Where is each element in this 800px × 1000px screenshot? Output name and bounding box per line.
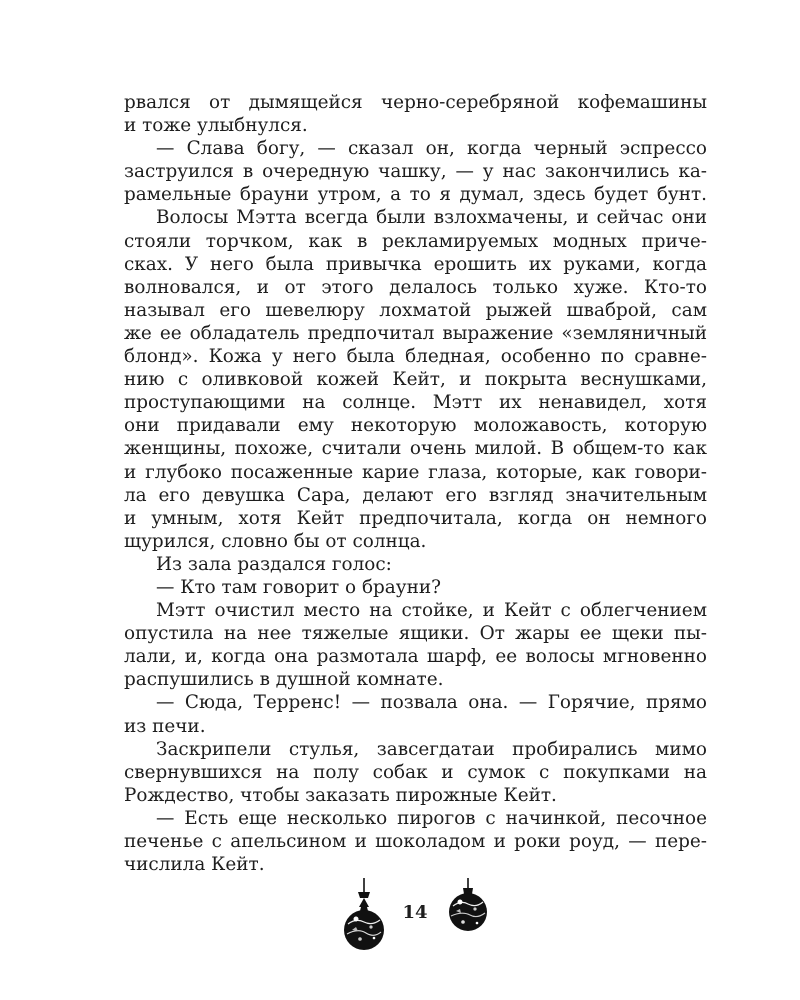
page-footer [0, 878, 800, 958]
text-line: — Есть еще несколько пирогов с начинкой, песочное [156, 807, 707, 829]
text-line: из печи. [124, 715, 206, 737]
text-line: они придавали ему некоторую моложавость, которую [124, 415, 707, 437]
text-line: рвался от дымящейся черно-серебряной кофемашины [124, 92, 707, 113]
text-line: Волосы Мэтта всегда были взлохмачены, и сейчас они [156, 207, 707, 229]
text-line: — Слава богу, — сказал он, когда черный эспрессо [156, 138, 707, 160]
text-line: числила Кейт. [124, 854, 265, 876]
text-line: Заскрипели стулья, завсегдатаи пробирались мимо [156, 738, 707, 760]
text-line: и глубоко посаженные карие глаза, которые, как говори- [124, 461, 707, 483]
text-line: Из зала раздался голос: [156, 553, 392, 575]
text-line: женщины, похоже, считали очень милой. В общем-то как [124, 438, 707, 460]
text-line: стояли торчком, как в рекламируемых модных приче- [124, 230, 707, 252]
text-line: щурился, словно бы от солнца. [124, 530, 427, 552]
text-line: блонд». Кожа у него была бледная, особенно по сравне- [124, 346, 707, 368]
text-line: ла его девушка Сара, делают его взгляд значительным [124, 484, 707, 506]
text-line: лали, и, когда она размотала шарф, ее волосы мгновенно [124, 646, 707, 668]
text-line: нию с оливковой кожей Кейт, и покрыта веснушками, [124, 369, 707, 391]
text-line: рамельные брауни утром, а то я думал, здесь будет бунт. [124, 184, 707, 206]
christmas-ornament-icon [334, 878, 394, 958]
page-number: 14 [402, 902, 428, 923]
christmas-ornament-icon [446, 878, 506, 958]
text-line: Мэтт очистил место на стойке, и Кейт с облегчением [156, 600, 707, 622]
text-line: проступающими на солнце. Мэтт их ненавидел, хотя [124, 392, 707, 414]
text-line: и тоже улыбнулся. [124, 115, 308, 137]
page-text-block [124, 91, 707, 876]
text-line: опустила на нее тяжелые ящики. От жары ее щеки пы- [124, 623, 707, 645]
text-line: же ее обладатель предпочитал выражение «земляничный [124, 322, 707, 344]
text-line: свернувшихся на полу собак и сумок с покупками на [124, 761, 707, 783]
text-line: волновался, и от этого делалось только хуже. Кто-то [124, 276, 707, 298]
text-line: — Сюда, Терренс! — позвала она. — Горячие, прямо [156, 692, 707, 714]
text-line: распушились в душной комнате. [124, 669, 444, 691]
text-line: сках. У него была привычка ерошить их руками, когда [124, 253, 707, 275]
text-line: заструился в очередную чашку, — у нас закончились ка- [124, 161, 707, 183]
text-line: и умным, хотя Кейт предпочитала, когда он немного [124, 507, 707, 529]
text-line: называл его шевелюру лохматой рыжей шваброй, сам [124, 299, 707, 321]
text-line: — Кто там говорит о брауни? [156, 576, 441, 598]
text-line: печенье с апельсином и шоколадом и роки роуд, — пере- [124, 831, 707, 852]
text-line: Рождество, чтобы заказать пирожные Кейт. [124, 784, 557, 806]
